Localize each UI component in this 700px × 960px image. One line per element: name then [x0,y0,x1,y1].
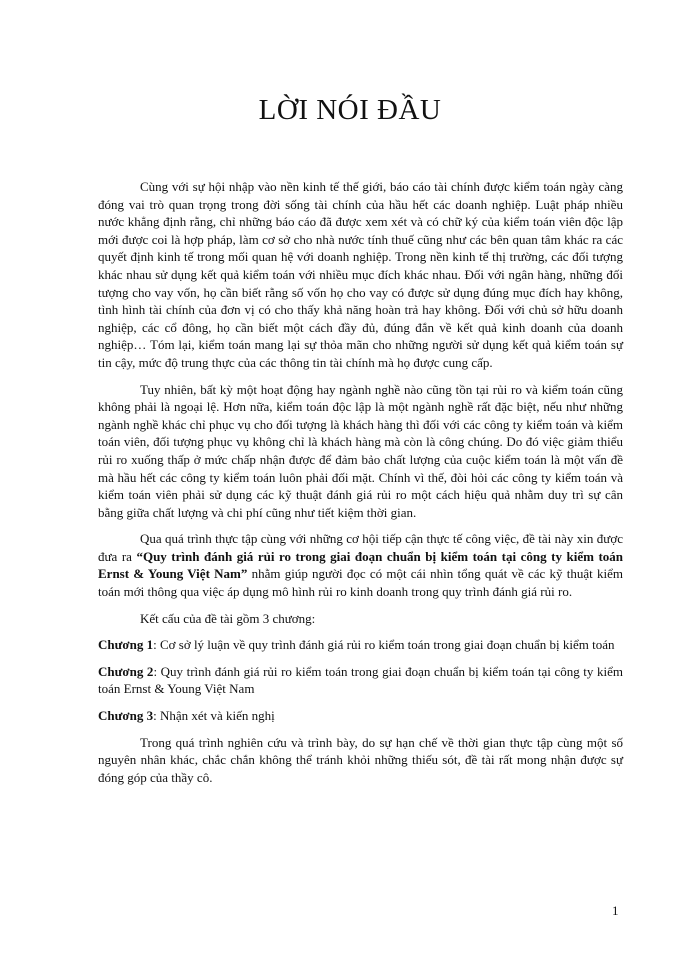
document-body [98,178,623,786]
paragraph-intro: Cùng với sự hội nhập vào nền kinh tế thế giới, báo cáo tài chính được kiểm toán ngày càng đóng vai trò quan trọng trong đời sống tài chính của hầu hết các doanh nghiệp. Luật pháp nhiều nước khẳng định rằng, chỉ những báo cáo đã được xem xét và có chữ ký của kiểm toán viên độc lập mới được coi là hợp pháp, làm cơ sở cho nhà nước tính thuế cũng như các bên quan tâm khác ra các quyết định kinh tế trong mối quan hệ với doanh nghiệp. Trong nền kinh tế thị trường, các đối tượng khác nhau sử dụng kết quả kiểm toán với nhiều mục đích khác nhau. Đối với ngân hàng, những đối tượng cho vay vốn, họ cần biết rằng số vốn họ cho vay có được sử dụng đúng mục đích hay không, tình hình tài chính của đơn vị có cho thấy khả năng hoàn trả hay không. Đối với chủ sở hữu doanh nghiệp, các cổ đông, họ cần biết một cách đầy đủ, đúng đắn về kết quả kinh doanh của doanh nghiệp… Tóm lại, kiểm toán mang lại sự thỏa mãn cho những người sử dụng kết quả kiểm toán sự tin cậy, mức độ trung thực của các thông tin tài chính mà họ được cung cấp. [98,179,623,370]
chapter-1-label: Chương 1 [98,637,154,653]
page-number: 1 [612,903,619,918]
topic-text-after: nhằm giúp người đọc có một cái nhìn tổng quát về các kỹ thuật kiểm toán mới thông qua việc áp dụng mô hình rủi ro kinh doanh trong quy trình đánh giá rủi ro. [98,566,623,600]
topic-title: “Quy trình đánh giá rủi ro trong giai đoạn chuẩn bị kiểm toán tại công ty kiểm toán Ernst & Young Việt Nam” [98,548,624,582]
chapter-3-label: Chương 3 [98,708,154,724]
chapter-2 [98,663,623,698]
paragraph-risk: Tuy nhiên, bất kỳ một hoạt động hay ngành nghề nào cũng tồn tại rủi ro và kiểm toán cũng không phải là ngoại lệ. Hơn nữa, kiểm toán độc lập là một ngành nghề rất đặc biệt, nếu như những ngành nghề khác chỉ phục vụ cho đối tượng là khách hàng thì đối với các công ty kiểm toán và kiểm toán viên, đối tượng phục vụ không chỉ là khách hàng mà còn là công chúng. Do đó việc giảm thiểu rủi ro xuống thấp ở mức chấp nhận được để đảm bảo chất lượng của cuộc kiểm toán là một vấn đề mà hầu hết các công ty kiểm toán luôn phải đối mặt. Chính vì thế, đòi hỏi các công ty kiểm toán và kiểm toán viên phải sử dụng các kỹ thuật đánh giá rủi ro một cách hiệu quả nhằm duy trì sự cân bằng giữa chất lượng và chi phí cũng như tiết kiệm thời gian. [98,381,623,520]
chapter-2-label: Chương 2 [98,663,154,679]
paragraph-topic [98,530,623,600]
chapter-1 [98,636,623,654]
paragraph-closing: Trong quá trình nghiên cứu và trình bày, do sự hạn chế về thời gian thực tập cùng một số nguyên nhân khác, chắc chắn không thể tránh khỏi những thiếu sót, đề tài rất mong nhận được sự đóng góp của thầy cô. [98,734,623,785]
paragraph-structure: Kết cấu của đề tài gồm 3 chương: [140,610,316,626]
chapter-1-text: : Cơ sở lý luận về quy trình đánh giá rủi ro kiểm toán trong giai đoạn chuẩn bị kiểm toán [153,637,615,653]
chapter-3 [98,707,623,725]
topic-text-before: Qua quá trình thực tập cùng với những cơ hội tiếp cận thực tế công việc, đề tài này xin được đưa ra [98,531,623,564]
page-title: LỜI NÓI ĐẦU [258,94,442,126]
chapter-2-text: : Quy trình đánh giá rủi ro kiểm toán trong giai đoạn chuẩn bị kiểm toán tại công ty kiểm toán Ernst & Young Việt Nam [98,663,623,697]
chapter-3-text: : Nhận xét và kiến nghị [153,708,275,724]
